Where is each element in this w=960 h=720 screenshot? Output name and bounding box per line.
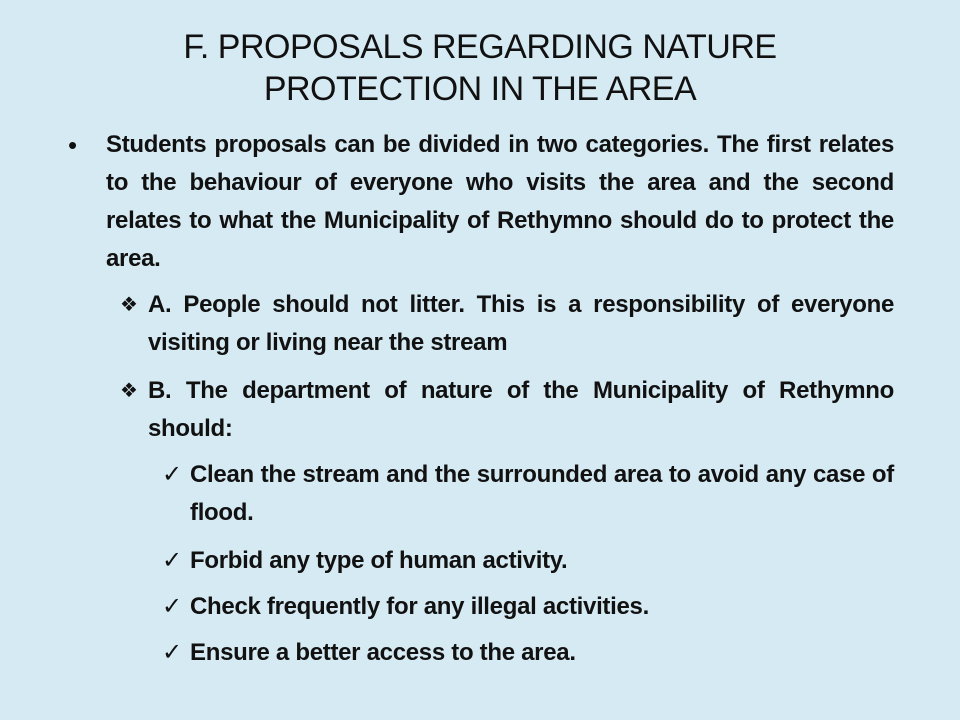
checkmark-icon: ✓ xyxy=(162,461,182,488)
title-line-1: F. PROPOSALS REGARDING NATURE xyxy=(183,28,777,66)
checkmark-icon: ✓ xyxy=(162,547,182,574)
check-item xyxy=(162,456,894,532)
check-item-text: Forbid any type of human activity. xyxy=(190,547,568,574)
check-item-text: Clean the stream and the surrounded area to avoid any case of flood. xyxy=(190,461,894,526)
sub-bullet-a-text: A. People should not litter. This is a responsibility of everyone visiting or living near the stream xyxy=(148,291,894,356)
sub-bullet-b xyxy=(120,372,894,448)
checkmark-icon: ✓ xyxy=(162,639,182,666)
diamond-bullet-icon: ❖ xyxy=(120,380,138,402)
sub-bullet-b-text: B. The department of nature of the Municipality of Rethymno should: xyxy=(148,377,894,442)
check-item xyxy=(162,588,894,626)
checkmark-icon: ✓ xyxy=(162,593,182,620)
slide-title xyxy=(80,26,880,110)
check-item-text: Check frequently for any illegal activities. xyxy=(190,593,649,620)
main-bullet-text: Students proposals can be divided in two categories. The first relates to the behaviour of everyone who visits the area and the second relates to what the Municipality of Rethymno should do to protect the area. xyxy=(106,131,894,272)
check-item-text: Ensure a better access to the area. xyxy=(190,639,576,666)
main-bullet xyxy=(68,126,894,278)
check-item xyxy=(162,634,894,672)
sub-bullet-a xyxy=(120,286,894,362)
bullet-dot-icon: • xyxy=(68,130,77,160)
diamond-bullet-icon: ❖ xyxy=(120,294,138,316)
title-line-2: PROTECTION IN THE AREA xyxy=(263,70,697,108)
check-item xyxy=(162,542,894,580)
